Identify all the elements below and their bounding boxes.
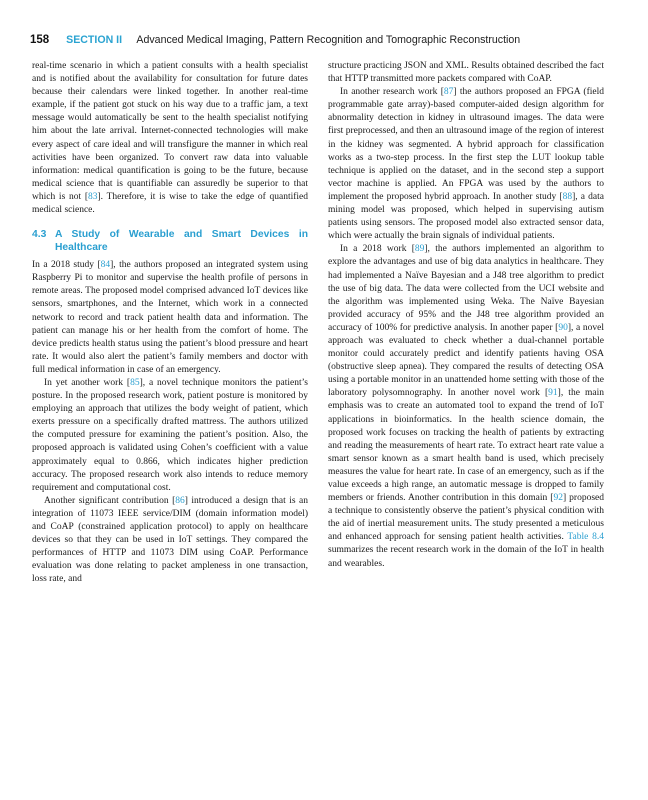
citation-link[interactable]: 86 xyxy=(175,495,185,506)
paragraph: Another significant contribution [86] introduced a design that is an integration of 11073 IEEE service/DIM (domain information model) and CoAP (constrained application protocol) to apply on healthcare devices so that they can be used in IoT settings. They compared the performances of HTTP and 11073 DIM using CoAP. Performance evaluation was done relating to packet ampleness in one transaction, loss rate, and xyxy=(32,495,308,585)
citation-link[interactable]: 91 xyxy=(548,388,558,399)
paragraph: real-time scenario in which a patient consults with a health specialist and is notified about the availability for consultation for future dates because their calendars were linked together. In another real-time example, if the patient got stuck on his way due to a traffic jam, a text message would automatically be sent to the health specialist notifying him about the late arrival. Internet-connected technologies will make every aspect of care ideal and will transfigure the manner in which real activities have been organized. To convert raw data into valuable information: medical quantification is going to be the future, because medical science that is quantifiable can assuredly be superior to that which is not [83]. Therefore, it is wise to take the edge of quantified medical science. xyxy=(32,61,308,216)
citation-link[interactable]: 87 xyxy=(443,87,454,98)
left-column xyxy=(32,60,308,586)
citation-link[interactable]: 89 xyxy=(414,244,425,255)
paragraph: structure practicing JSON and XML. Results obtained described the fact that HTTP transmitted more packets compared with CoAP. xyxy=(328,61,604,85)
citation-link[interactable]: 84 xyxy=(100,260,111,271)
paragraph: In a 2018 study [84], the authors proposed an integrated system using Raspberry Pi to monitor and supervise the health profile of persons in remote areas. The proposed model comprised advanced IoT devices like sensors, smartphones, and the Internet, which work in a connected network to record and track patient health data and information. The patient can manage his or her health from the comfort of home. The device predicts health status using the patient’s blood pressure and heart rate. It would also alert the patient’s family members and doctor with full medical information in case of an emergency. xyxy=(32,260,308,375)
section-title: Advanced Medical Imaging, Pattern Recognition and Tomographic Reconstruction xyxy=(136,34,521,46)
section-heading xyxy=(32,229,308,254)
citation-link[interactable]: 92 xyxy=(553,493,563,504)
section-number: 4.3 xyxy=(32,229,47,241)
citation-link[interactable]: 85 xyxy=(130,377,140,388)
section-heading-text: A Study of Wearable and Smart Devices in Healthcare xyxy=(55,229,308,253)
paragraph: In another research work [87] the authors proposed an FPGA (field programmable gate array)-based computer-aided design algorithm for abnormality detection in kidney in ultrasound images. The data were first preprocessed, and then an ultrasound image of the region of interest in the kidney was segmented. A hybrid approach for classification works as a two-step process. In the first step the LUT lookup table technique is applied on the dataset, and in the second step a support vector machine is applied. An FPGA was used by the authors to implement the proposed hybrid approach. In another study [88], a data mining model was proposed, which helped in supervising autism patients using sensors. The proposed model also extracted sensor data, which were actually the brain signals of individual patients. xyxy=(328,87,604,242)
section-label: SECTION II xyxy=(66,34,123,46)
right-column xyxy=(328,60,604,571)
citation-link[interactable]: 88 xyxy=(562,191,573,202)
running-header xyxy=(30,33,620,47)
page-number: 158 xyxy=(30,34,50,46)
table-reference-link[interactable]: Table 8.4 xyxy=(567,532,604,543)
paragraph: In a 2018 work [89], the authors implemented an algorithm to explore the advantages and use of big data analytics in healthcare. They had implemented a Naïve Bayesian and a J48 tree algorithm to predict the use of big data. The data were collected from the UCI website and the algorithm was implemented using Weka. The Naïve Bayesian provided accuracy of 95% and the J48 tree algorithm provided an accuracy of 100% for predictive analysis. In another paper [90], a novel approach was evaluated to check whether a dual-channel portable monitor could accurately predict and identify patients having OSA (obstructive sleep apnea). They compared the results of detecting OSA using a portable monitor in an unattended home setting with those of the laboratory polysomnography. In another novel work [91], the main emphasis was to create an automated tool to expand the trend of IoT applications in bioinformatics. In the health science domain, the proposed work focuses on tracking the health of patients by extracting and reading the measurements of heart rate. To extract heart rate value a smart sensor known as a smart health band is used, which precisely measures the value for heart rate. In case of an emergency, such as if the value exceeds a high range, an automatic message is dropped to family members or friends. Another contribution in this domain [92] proposed a technique to consistently observe the patient’s physical condition with the aid of inertial measurement units. The study presented a meticulous and enhanced approach for sensing patient health activities. Table 8.4 summarizes the recent research work in the domain of the IoT in health and wearables. xyxy=(328,244,604,569)
citation-link[interactable]: 90 xyxy=(558,322,568,333)
citation-link[interactable]: 83 xyxy=(88,191,98,202)
paragraph: In yet another work [85], a novel technique monitors the patient’s posture. In the proposed research work, patient posture is monitored by employing an approach that utilizes the body weight of patient, which exerts pressure on a specifically drafted mattress. The authors utilized the computed pressure for examining the patient’s position. Also, the proposed approach is validated using Cohen’s coefficient with a value approximately equal to 0.866, which indicates higher prediction accuracy. The proposed research work also intends to reduce memory requirement and computational cost. xyxy=(32,377,308,493)
